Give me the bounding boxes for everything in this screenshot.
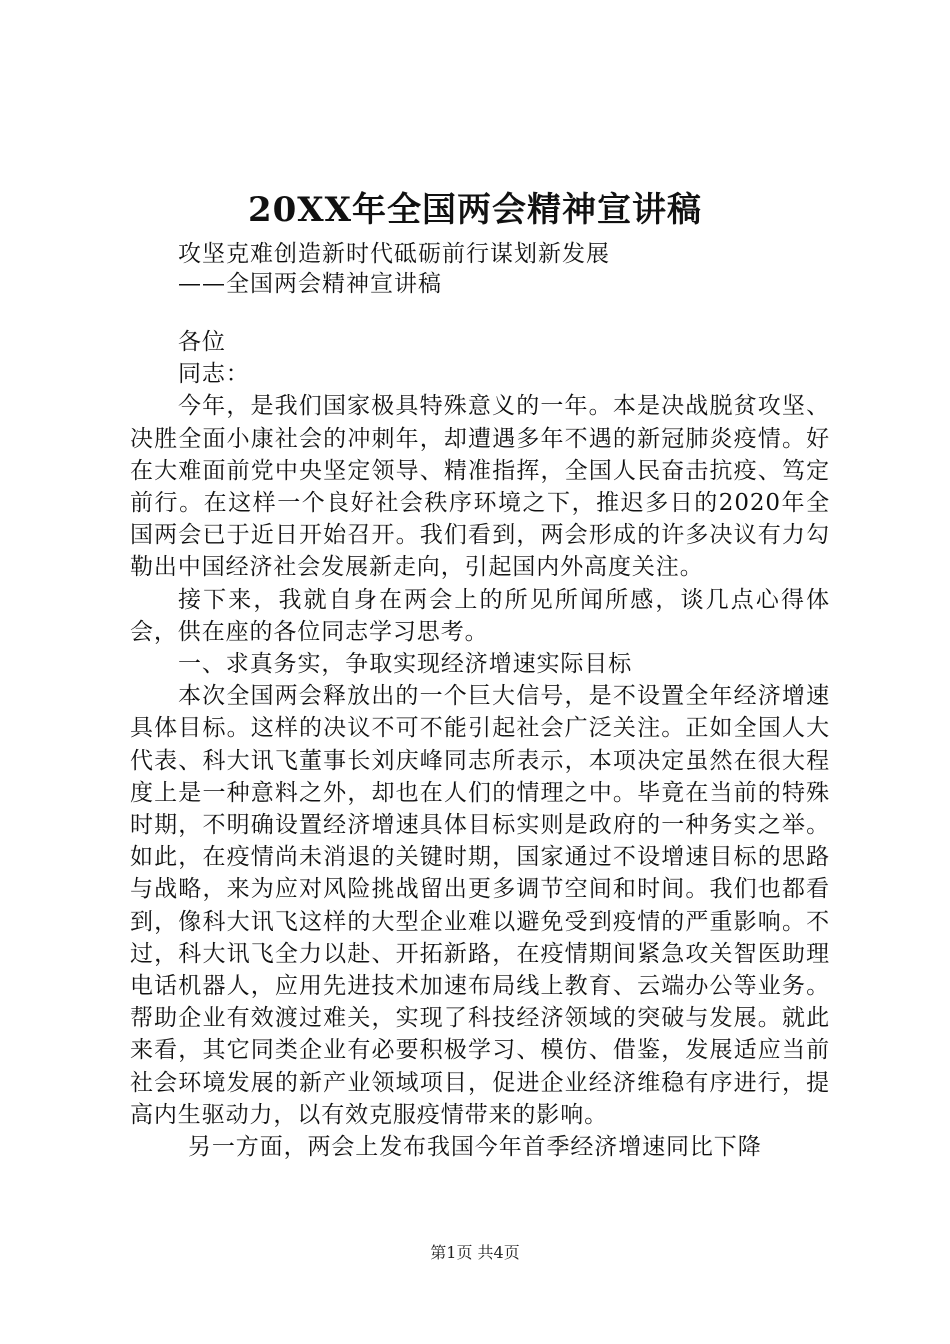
page-footer: 第1页 共4页 xyxy=(430,1243,520,1262)
body-paragraph: 今年，是我们国家极具特殊意义的一年。本是决战脱贫攻坚、决胜全面小康社会的冲刺年，却遭遇多年不遇的新冠肺炎疫情。好在大难面前党中央坚定领导、精准指挥，全国人民奋击抗疫、笃定前行。在这样一个良好社会秩序环境之下，推迟多日的2020年全国两会已于近日开始召开。我们看到，两会形成的许多决议有力勾勒出中国经济社会发展新走向，引起国内外高度关注。 xyxy=(130,393,830,581)
section-heading: 一、求真务实，争取实现经济增速实际目标 xyxy=(178,651,633,678)
subtitle-line-2: ——全国两会精神宣讲稿 xyxy=(178,271,442,297)
subtitle-line-1: 攻坚克难创造新时代砥砺前行谋划新发展 xyxy=(178,241,610,267)
salutation-line-1: 各位 xyxy=(178,329,226,355)
document-title: 20XX年全国两会精神宣讲稿 xyxy=(247,190,703,230)
salutation-line-2: 同志： xyxy=(178,361,250,388)
body-paragraph: 本次全国两会释放出的一个巨大信号，是不设置全年经济增速具体目标。这样的决议不可不能引起社会广泛关注。正如全国人大代表、科大讯飞董事长刘庆峰同志所表示，本项决定虽然在很大程度上是一种意料之外，却也在人们的情理之中。毕竟在当前的特殊时期，不明确设置经济增速具体目标实则是政府的一种务实之举。如此，在疫情尚未消退的关键时期，国家通过不设增速目标的思路与战略，来为应对风险挑战留出更多调节空间和时间。我们也都看到，像科大讯飞这样的大型企业难以避免受到疫情的严重影响。不过，科大讯飞全力以赴、开拓新路，在疫情期间紧急攻关智医助理电话机器人，应用先进技术加速布局线上教育、云端办公等业务。帮助企业有效渡过难关，实现了科技经济领域的突破与发展。就此来看，其它同类企业有必要积极学习、模仿、借鉴，发展适应当前社会环境发展的新产业领域项目，促进企业经济维稳有序进行，提高内生驱动力，以有效克服疫情带来的影响。 xyxy=(130,683,830,1128)
body-paragraph: 接下来，我就自身在两会上的所见所闻所感，谈几点心得体会，供在座的各位同志学习思考。 xyxy=(130,586,830,645)
document-body xyxy=(130,326,830,1163)
body-paragraph: 另一方面，两会上发布我国今年首季经济增速同比下降 xyxy=(188,1134,762,1161)
